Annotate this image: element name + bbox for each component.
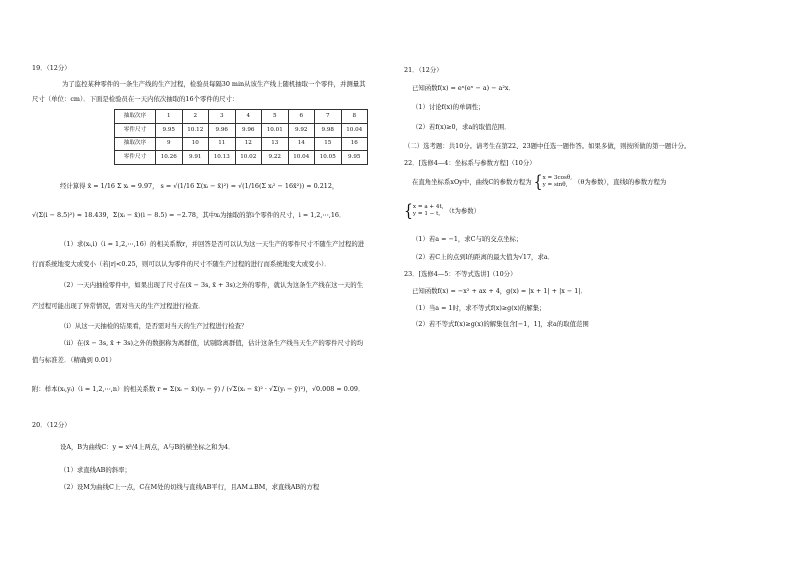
- q20-sub1: （1）求直线AB的斜率；: [60, 466, 131, 474]
- table-cell: 9.96: [235, 123, 262, 137]
- table-cell: 15: [315, 137, 342, 151]
- q19-data-table: [114, 109, 368, 165]
- table-cell: 6: [288, 110, 315, 124]
- table-cell: 11: [209, 137, 236, 151]
- table-cell: 12: [235, 137, 262, 151]
- q23-sub1: （1）当a = 1时，求不等式f(x)≥g(x)的解集；: [412, 304, 546, 312]
- q20-heading: 20．（12分）: [32, 421, 71, 429]
- table-cell: 10.04: [341, 123, 368, 137]
- table-row-header: 零件尺寸: [115, 123, 156, 137]
- calc-mean: x̄ = 1/16 Σ xᵢ = 9.97: [87, 182, 153, 190]
- table-cell: 9.98: [315, 123, 342, 137]
- q19-sub2-ii-line1: （ⅱ）在(x̄ − 3s, x̄ + 3s)之外的数据称为离群值，试剔除离群值，估计这条生产线当天生产的零件尺寸的均: [60, 339, 364, 347]
- q21-heading: 21．（12分）: [404, 66, 443, 74]
- table-cell: 10.01: [262, 123, 289, 137]
- curve-c-eq1: x = 3cosθ,: [542, 175, 573, 182]
- table-cell: 9.91: [182, 151, 209, 165]
- table-cell: 10: [182, 137, 209, 151]
- system-brace: {: [533, 172, 543, 192]
- note-approx: ，√0.008 ≈ 0.09．: [305, 385, 365, 393]
- table-cell: 3: [209, 110, 236, 124]
- q22-stem-line1: [412, 172, 667, 192]
- q19-sub2-ii-line2: 值与标准差．（精确到 0.01）: [32, 356, 116, 364]
- curve-c-system: [543, 175, 572, 189]
- table-cell: 5: [262, 110, 289, 124]
- q19-sub1-line1: （1）求(xᵢ,i)（i = 1,2,⋯,16）的相关系数r，并回答是否可以认为这一天生产的零件尺寸不随生产过程的进: [60, 240, 365, 248]
- elective-note: （二）选考题：共10分。请考生在第22、23题中任选一题作答。如果多做，则按所做的第一题计分。: [404, 142, 691, 150]
- q20-sub2: （2）设M为曲线C上一点，C在M处的切线与直线AB平行，且AM⊥BM，求直线AB的方程: [60, 483, 320, 491]
- q19-calc-line2: √(Σ(i − 8.5)²) ≈ 18.439，Σ(xᵢ − x̄)(i − 8.5) = −2.78，其中xᵢ为抽取的第i个零件的尺寸，i = 1,2,⋯,16．: [32, 211, 346, 219]
- table-row: [115, 151, 368, 165]
- table-cell: 9.92: [288, 123, 315, 137]
- line-l-eq1: x = a + 4t,: [412, 204, 444, 211]
- calc-label: 经计算得: [60, 182, 86, 190]
- table-cell: 1: [156, 110, 183, 124]
- table-cell: 10.13: [209, 151, 236, 165]
- table-cell: 10.02: [235, 151, 262, 165]
- q22-heading: 22．[选修4—4：坐标系与参数方程]（10分）: [404, 159, 536, 167]
- q19-note: [32, 385, 364, 393]
- line-l-eq2: y = 1 − t,: [412, 211, 441, 217]
- table-cell: 16: [341, 137, 368, 151]
- q19-calc-line1: 经计算得 x̄ = 1/16 Σ xᵢ = 9.97， s = √(1/16 Σ(xᵢ − x̄)²) = √(1/16(Σ xᵢ² − 16x̄²)) ≈ 0.212，: [60, 182, 339, 190]
- table-cell: 4: [235, 110, 262, 124]
- table-cell: 9.22: [262, 151, 289, 165]
- q20-stem: 设A，B为曲线C：y = x²/4上两点，A与B的横坐标之和为4．: [60, 443, 235, 451]
- table-row: [115, 110, 368, 124]
- q22-sub2: （2）若C上的点到l的距离的最大值为√17，求a．: [412, 253, 555, 261]
- q21-sub2: （2）若f(x)≥0，求a的取值范围．: [412, 123, 511, 131]
- system-brace: {: [404, 201, 413, 221]
- q19-intro-line2: 尺寸（单位：cm）．下面是检验员在一天内依次抽取的16个零件的尺寸：: [32, 95, 239, 103]
- calc-std: s = √(1/16 Σ(xᵢ − x̄)²) = √(1/16(Σ xᵢ² − 16x̄²)) ≈ 0.212: [160, 182, 332, 190]
- table-cell: 10.04: [288, 151, 315, 165]
- table-row: [115, 137, 368, 151]
- q19-heading: 19．（12分）: [32, 64, 71, 72]
- table-row: [115, 123, 368, 137]
- table-cell: 10.12: [182, 123, 209, 137]
- table-cell: 8: [341, 110, 368, 124]
- table-cell: 2: [182, 110, 209, 124]
- q22-stem-b: （θ为参数），直线l的参数方程为: [574, 178, 667, 186]
- q23-stem: 已知函数f(x) = −x² + ax + 4，g(x) = |x + 1| + |x − 1|．: [412, 287, 587, 295]
- q21-stem: 已知函数f(x) = eˣ(eˣ − a) − a²x．: [412, 84, 515, 92]
- table-cell: 7: [315, 110, 342, 124]
- line-l-system: [413, 204, 444, 218]
- table-cell: 10.05: [315, 151, 342, 165]
- curve-c-eq2: y = sinθ,: [542, 182, 568, 188]
- table-row-header: 零件尺寸: [115, 151, 156, 165]
- table-cell: 14: [288, 137, 315, 151]
- note-correlation-formula: r = Σ(xᵢ − x̄)(yᵢ − ȳ) / (√Σ(xᵢ − x̄)² · √Σ(yᵢ − ȳ)²): [157, 385, 306, 393]
- q19-sub2-line2: 产过程可能出现了异常情况，需对当天的生产过程进行检查．: [32, 302, 205, 310]
- q19-sub2-line1: （2）一天内抽检零件中，如果出现了尺寸在(x̄ − 3s, x̄ + 3s)之外的零件，就认为这条生产线在这一天的生: [60, 281, 364, 289]
- q21-sub1: （1）讨论f(x)的单调性；: [412, 103, 485, 111]
- q22-stem-line2: [404, 201, 481, 221]
- q19-sub1-line2: 行而系统地变大或变小（若|r|<0.25，则可以认为零件的尺寸不随生产过程的进行而系统地变大或变小）．: [32, 260, 331, 268]
- table-cell: 9: [156, 137, 183, 151]
- table-cell: 9.95: [156, 123, 183, 137]
- q22-stem-a: 在直角坐标系xOy中，曲线C的参数方程为: [412, 178, 532, 186]
- table-row-header: 抽取次序: [115, 110, 156, 124]
- q22-stem-c: （t为参数）: [445, 207, 481, 215]
- table-cell: 10.26: [156, 151, 183, 165]
- table-row-header: 抽取次序: [115, 137, 156, 151]
- table-cell: 13: [262, 137, 289, 151]
- table-cell: 9.95: [341, 151, 368, 165]
- table-cell: 9.96: [209, 123, 236, 137]
- q19-sub2-i: （ⅰ）从这一天抽检的结果看，是否需对当天的生产过程进行检查？: [60, 322, 248, 330]
- q19-intro-line1: 为了监控某种零件的一条生产线的生产过程，检验员每隔30 min从该生产线上随机抽取一个零件，并测量其: [62, 80, 366, 88]
- q23-sub2: （2）若不等式f(x)≥g(x)的解集包含[−1，1]，求a的取值范围: [412, 320, 589, 328]
- note-label: 附：样本(xᵢ,yᵢ)（i = 1,2,⋯,n）的相关系数: [32, 385, 156, 393]
- q22-sub1: （1）若a = −1，求C与l的交点坐标；: [412, 235, 523, 243]
- q23-heading: 23．[选修4—5：不等式选讲]（10分）: [404, 270, 517, 278]
